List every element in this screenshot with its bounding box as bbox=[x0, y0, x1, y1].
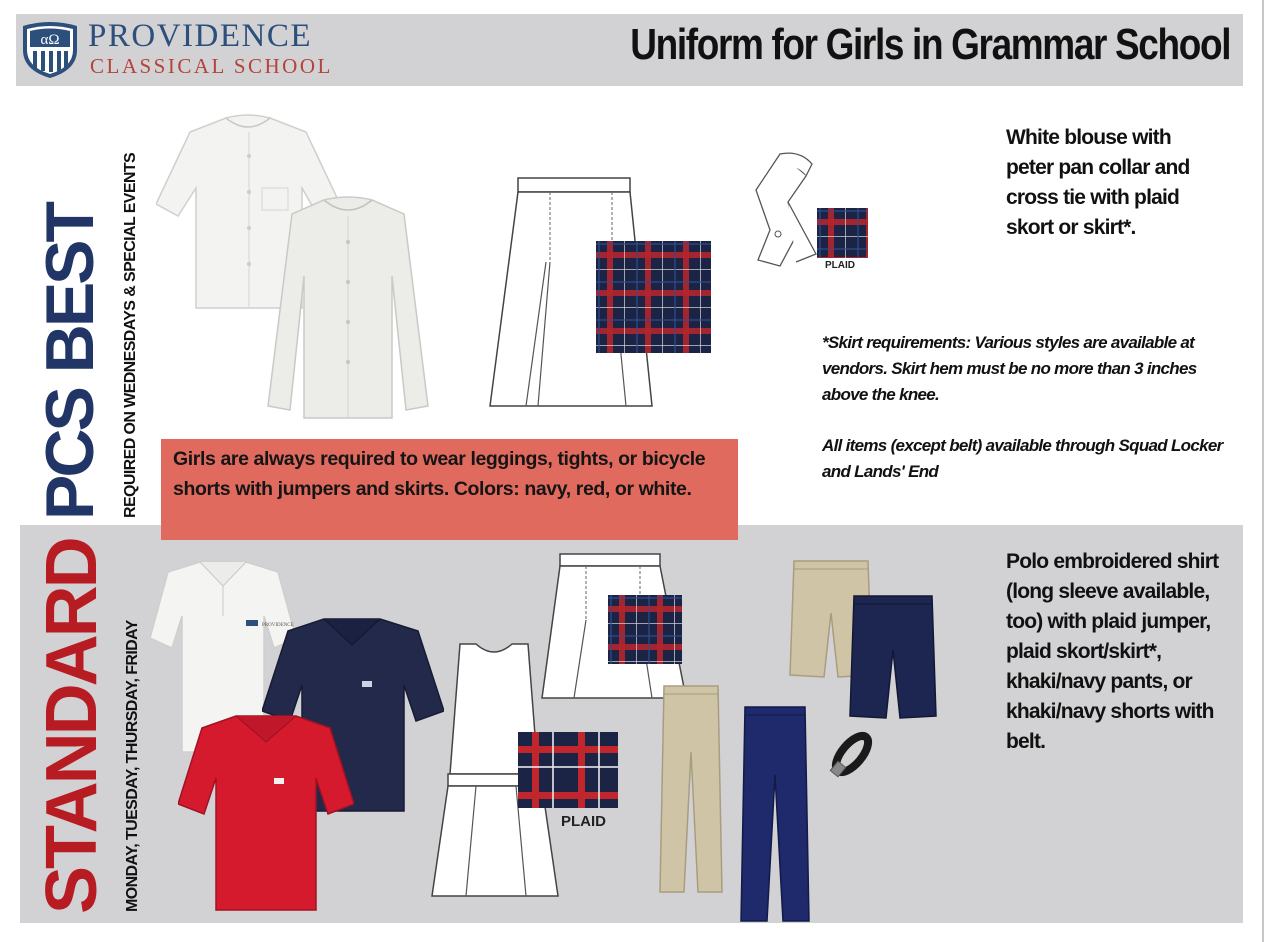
shield-letters: αΩ bbox=[40, 32, 60, 48]
plaid-swatch-jumper-image bbox=[518, 732, 618, 808]
tie-plaid-label: PLAID bbox=[825, 260, 855, 271]
plaid-swatch-skort-image bbox=[608, 595, 682, 664]
pcs-best-description: White blouse with peter pan collar and cross tie with plaid skort or skirt*. bbox=[1006, 126, 1190, 239]
school-logo[interactable] bbox=[20, 16, 340, 82]
plaid-swatch-skirt-image bbox=[596, 241, 711, 353]
school-name: PROVIDENCE bbox=[88, 18, 313, 54]
navy-pants-image bbox=[739, 703, 811, 925]
school-shield-icon bbox=[20, 20, 80, 80]
navy-shorts-image bbox=[848, 592, 938, 722]
standard-description: Polo embroidered shirt (long sleeve available, too) with plaid jumper, plaid skort/skirt*, khaki/navy pants, or khaki/navy shorts with belt. bbox=[1006, 550, 1219, 753]
cross-tie-image bbox=[750, 150, 820, 268]
jumper-plaid-label: PLAID bbox=[561, 813, 606, 830]
availability-note: All items (except belt) available through Squad Locker and Lands' End bbox=[822, 436, 1223, 481]
standard-heading: STANDARD bbox=[32, 539, 112, 914]
white-blouse-long-sleeve-image bbox=[262, 196, 434, 422]
belt-image bbox=[822, 724, 878, 784]
leggings-requirement-alert: Girls are always required to wear leggings, tights, or bicycle shorts with jumpers and skirts. Colors: navy, red, or white. bbox=[161, 439, 738, 540]
khaki-pants-image bbox=[658, 682, 724, 896]
pcs-best-subheading: REQUIRED ON WEDNESDAYS & SPECIAL EVENTS bbox=[122, 152, 139, 518]
skirt-requirements-note: *Skirt requirements: Various styles are available at vendors. Skirt hem must be no more than 3 inches above the knee. bbox=[822, 333, 1197, 404]
plaid-swatch-tie-image bbox=[817, 208, 868, 258]
white-polo-logo-text: PROVIDENCE bbox=[262, 623, 294, 628]
school-subtitle: CLASSICAL SCHOOL bbox=[90, 54, 333, 78]
page-edge-divider bbox=[1262, 0, 1264, 942]
pcs-best-heading: PCS BEST bbox=[32, 203, 108, 520]
page-title: Uniform for Girls in Grammar School bbox=[630, 20, 1230, 69]
standard-subheading: MONDAY, TUESDAY, THURSDAY, FRIDAY bbox=[124, 620, 141, 912]
red-polo-image bbox=[178, 712, 354, 914]
